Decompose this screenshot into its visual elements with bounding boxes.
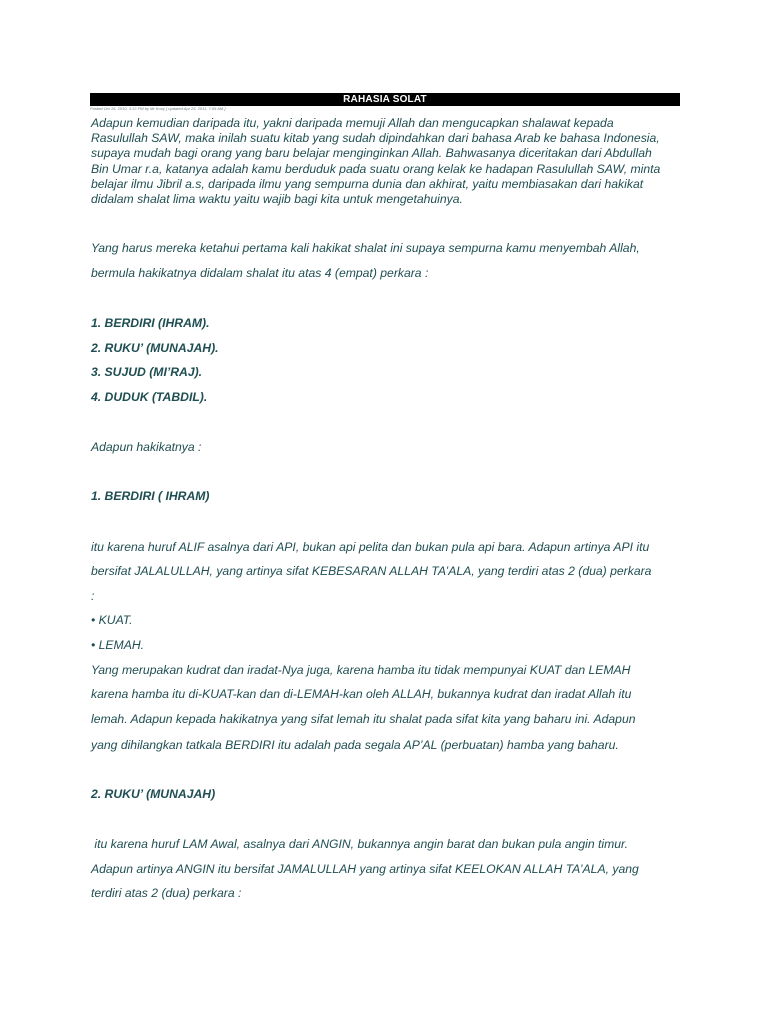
section-line: karena hamba itu di-KUAT-kan dan di-LEMAH-kan oleh ALLAH, bukannya kudrat dan iradat Allah itu (91, 687, 632, 701)
section-line: itu karena huruf LAM Awal, asalnya dari ANGIN, bukannya angin barat dan bukan pula angin timur. (91, 837, 629, 851)
list-item: 3. SUJUD (MI’RAJ). (91, 365, 203, 379)
paragraph-line: bermula hakikatnya didalam shalat itu atas 4 (empat) perkara : (91, 266, 429, 280)
paragraph-line: Yang harus mereka ketahui pertama kali hakikat shalat ini supaya sempurna kamu menyembah Allah, (91, 241, 640, 255)
bullet-item: • LEMAH. (91, 638, 145, 652)
bullet-item: • KUAT. (91, 613, 133, 627)
section-line: yang dihilangkan tatkala BERDIRI itu adalah pada segala AP’AL (perbuatan) hamba yang baharu. (91, 738, 619, 752)
list-item: 1. BERDIRI (IHRAM). (91, 316, 210, 330)
section-heading: 2. RUKU’ (MUNAJAH) (91, 787, 216, 801)
list-item: 4. DUDUK (TABDIL). (91, 390, 208, 404)
section-heading: 1. BERDIRI ( IHRAM) (91, 489, 210, 503)
section-line: itu karena huruf ALIF asalnya dari API, bukan api pelita dan bukan pula api bara. Adapun artinya API itu (91, 540, 650, 554)
section-line: Adapun artinya ANGIN itu bersifat JAMALULLAH yang artinya sifat KEELOKAN ALLAH TA’ALA, yang (91, 862, 639, 876)
section-line: : (91, 589, 95, 603)
post-meta-line: Posted Oct 15, 2010, 3:13 PM by Mr Kooy [ updated Apr 25, 2011, 7:05 AM ] (90, 106, 226, 111)
section-line: terdiri atas 2 (dua) perkara : (91, 886, 242, 900)
list-item: 2. RUKU’ (MUNAJAH). (91, 341, 219, 355)
document-title: RAHASIA SOLAT (90, 93, 680, 106)
section-line: Yang merupakan kudrat dan iradat-Nya juga, karena hamba itu tidak mempunyai KUAT dan LEMAH (91, 663, 631, 677)
section-line: lemah. Adapun kepada hakikatnya yang sifat lemah itu shalat pada sifat kita yang baharu ini. Adapun (91, 712, 636, 726)
section-line: bersifat JALALULLAH, yang artinya sifat KEBESARAN ALLAH TA’ALA, yang terdiri atas 2 (dua) perkara (91, 564, 652, 578)
intro-paragraph: Adapun kemudian daripada itu, yakni daripada memuji Allah dan mengucapkan shalawat kepada Rasulullah SAW, maka inilah suatu kitab yang sudah dipindahkan dari bahasa Arab ke bahasa Indonesia, supaya mudah bagi orang yang baru belajar menginginkan Allah. Bahwasanya diceritakan dari Abdullah Bin Umar r.a, katanya adalah kamu berduduk pada suatu orang kelak ke hadapan Rasulullah SAW, minta belajar ilmu Jibril a.s, daripada ilmu yang sempurna dunia dan akhirat, yaitu membiasakan dari hakikat didalam shalat lima waktu yaitu wajib bagi kita untuk mengetahuinya. (91, 116, 661, 207)
hakikat-label: Adapun hakikatnya : (91, 440, 202, 454)
